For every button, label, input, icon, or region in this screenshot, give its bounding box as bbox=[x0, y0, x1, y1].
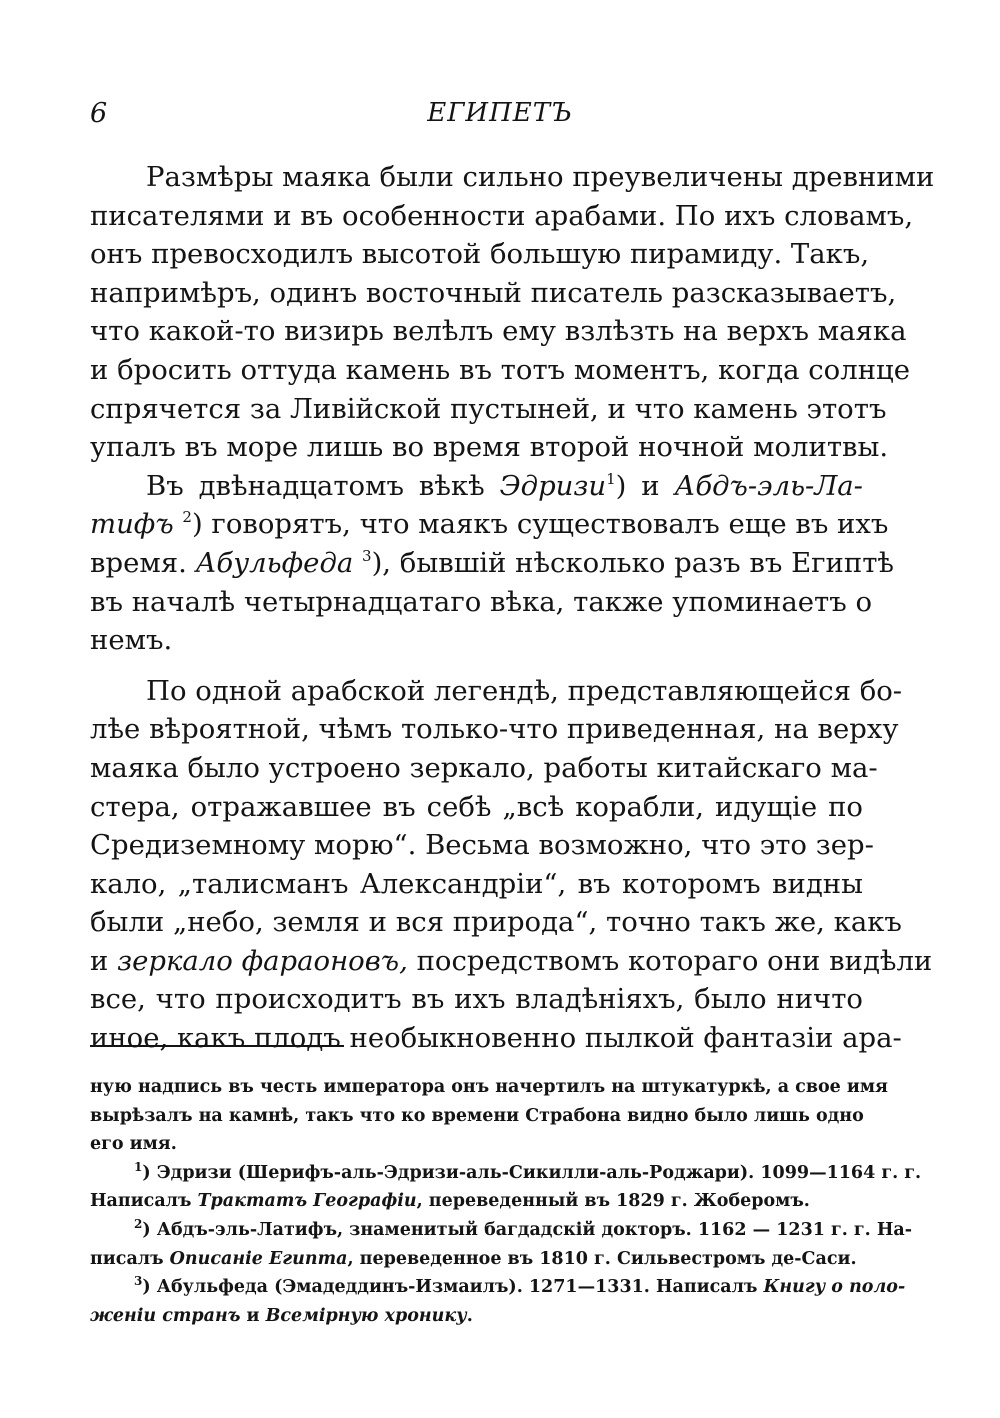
footnote-2 bbox=[90, 1216, 912, 1245]
body-text bbox=[90, 158, 935, 1058]
footnote-line bbox=[90, 1245, 863, 1274]
footnote-ref-3[interactable]: 3 bbox=[362, 546, 372, 565]
person-name: Эдризи bbox=[499, 469, 607, 502]
page-number: 6 bbox=[90, 98, 108, 129]
italic-phrase: зеркало фараоновъ, bbox=[117, 944, 408, 977]
footnote-line: ную надпись въ честь императора онъ начертилъ на штукатуркѣ, а свое имя bbox=[90, 1077, 888, 1097]
footnote-line bbox=[90, 1302, 863, 1331]
footnote-line: его имя. bbox=[90, 1134, 177, 1155]
text-line: кало, „талисманъ Александріи“, въ которомъ видны bbox=[90, 867, 863, 900]
text-span: время. bbox=[90, 546, 187, 579]
person-name: тифъ bbox=[90, 508, 174, 541]
text-span: , переведенный въ 1829 г. Жоберомъ. bbox=[416, 1191, 810, 1212]
text-span: ) и bbox=[615, 469, 660, 502]
footnote-marker: 3 bbox=[134, 1274, 143, 1289]
footnote-ref-2[interactable]: 2 bbox=[182, 508, 192, 527]
text-line: Размѣры маяка были сильно преувеличены древними bbox=[146, 161, 935, 193]
book-title: Книгу о поло- bbox=[763, 1277, 906, 1298]
text-line bbox=[90, 505, 889, 544]
text-line: онъ превосходилъ высотой большую пирамиду. Такъ, bbox=[90, 238, 870, 271]
text-line: спрячется за Ливійской пустыней, и что камень этотъ bbox=[90, 392, 887, 425]
text-line: въ началѣ четырнадцатаго вѣка, также упоминаетъ о bbox=[90, 585, 873, 618]
text-line: все, что происходитъ въ ихъ владѣніяхъ, было ничто bbox=[90, 983, 863, 1016]
text-span: и bbox=[90, 944, 109, 977]
footnote-1 bbox=[90, 1159, 922, 1188]
person-name: Абдъ-эль-Ла- bbox=[674, 469, 863, 502]
footnote-marker: 2 bbox=[134, 1216, 143, 1231]
text-span: писалъ bbox=[90, 1248, 164, 1269]
text-line: лѣе вѣроятной, чѣмъ только-что приведенная, на верху bbox=[90, 713, 899, 746]
footnote-ref-1[interactable]: 1 bbox=[606, 469, 616, 488]
text-span: ) Эдризи (Шерифъ-аль-Эдризи-аль-Сикилли-аль-Роджари). 1099—1164 г. г. bbox=[142, 1162, 922, 1183]
running-head: ЕГИПЕТЪ bbox=[427, 98, 573, 128]
footnote-line: вырѣзалъ на камнѣ, такъ что ко времени Страбона видно было лишь одно bbox=[90, 1105, 864, 1126]
text-span: посредствомъ котораго они видѣли bbox=[416, 944, 933, 977]
text-line: и бросить оттуда камень въ тотъ моментъ, когда солнце bbox=[90, 353, 910, 386]
footnote-3 bbox=[90, 1273, 906, 1302]
footnote-line bbox=[90, 1187, 863, 1216]
text-line: маяка было устроено зеркало, работы китайскаго ма- bbox=[90, 751, 878, 784]
book-title: Всемірную хронику bbox=[265, 1305, 467, 1326]
text-line: что какой-то визирь велѣлъ ему взлѣзть на верхъ маяка bbox=[90, 315, 907, 348]
book-title: Описаніе Египта bbox=[169, 1248, 348, 1269]
text-line: упалъ въ море лишь во время второй ночной молитвы. bbox=[90, 431, 889, 464]
footnotes bbox=[90, 1073, 922, 1330]
text-span: ) говорятъ, что маякъ существовалъ еще въ ихъ bbox=[191, 508, 889, 541]
text-span: ) Абульфеда (Эмадеддинъ-Измаилъ). 1271—1331. Написалъ bbox=[142, 1277, 758, 1298]
book-title: женіи странъ bbox=[90, 1305, 241, 1326]
text-line: напримѣръ, одинъ восточный писатель разсказываетъ, bbox=[90, 276, 897, 309]
text-span: ) Абдъ-эль-Латифъ, знаменитый багдадскій докторъ. 1162 — 1231 г. г. На- bbox=[142, 1219, 912, 1240]
text-line: Средиземному морю“. Весьма возможно, что это зер- bbox=[90, 829, 874, 862]
text-line: По одной арабской легендѣ, представляющейся бо- bbox=[146, 674, 903, 707]
text-span: и bbox=[246, 1305, 260, 1326]
text-line bbox=[90, 544, 895, 583]
text-line bbox=[90, 942, 933, 981]
text-span: ), бывшій нѣсколько разъ въ Египтѣ bbox=[371, 546, 895, 579]
text-span: Въ двѣнадцатомъ вѣкѣ bbox=[146, 469, 485, 502]
text-line: писателями и въ особенности арабами. По ихъ словамъ, bbox=[90, 199, 914, 232]
footnote-rule bbox=[90, 1045, 344, 1047]
book-title: Трактатъ Географіи bbox=[197, 1191, 417, 1212]
text-span: Написалъ bbox=[90, 1191, 192, 1212]
text-line bbox=[90, 467, 863, 506]
text-span: , переведенное въ 1810 г. Сильвестромъ де-Саси. bbox=[347, 1248, 857, 1269]
text-span: . bbox=[466, 1305, 473, 1326]
text-line: немъ. bbox=[90, 624, 173, 657]
text-line: иное, какъ плодъ необыкновенно пылкой фантазіи ара- bbox=[90, 1022, 902, 1055]
footnote-marker: 1 bbox=[134, 1159, 143, 1174]
text-line: стера, отражавшее въ себѣ „всѣ корабли, идущіе по bbox=[90, 790, 863, 823]
text-line: были „небо, земля и вся природа“, точно такъ же, какъ bbox=[90, 906, 902, 939]
person-name: Абульфеда bbox=[195, 546, 354, 579]
